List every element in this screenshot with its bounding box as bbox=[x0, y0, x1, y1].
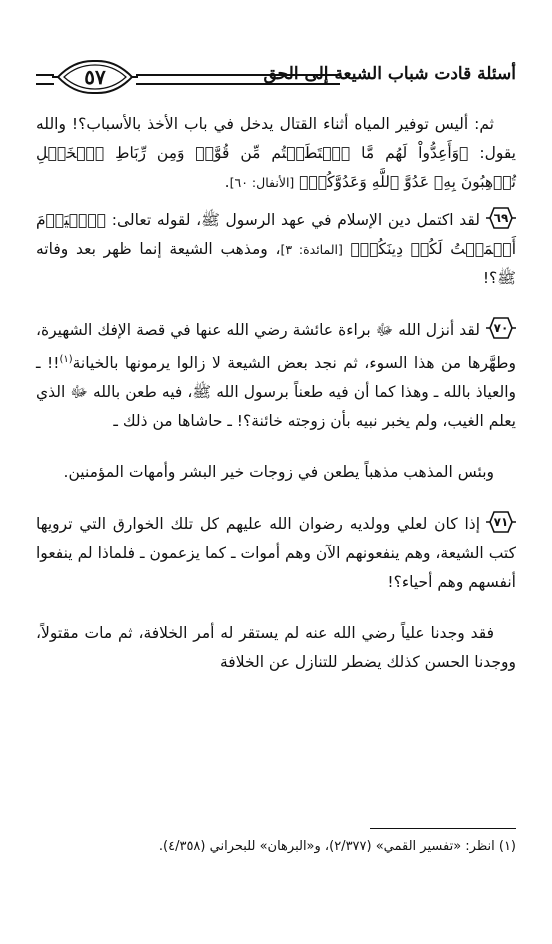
question-number: ٦٩ bbox=[493, 211, 509, 225]
paragraph-tail: . bbox=[224, 173, 230, 191]
page-header bbox=[36, 58, 516, 98]
page-number: ٥٧ bbox=[84, 65, 106, 89]
paragraph-text: لقد اكتمل دين الإسلام في عهد الرسول ﷺ، لقوله تعالى: bbox=[106, 211, 480, 229]
paragraph bbox=[36, 619, 516, 677]
paragraph-tail: !! ـ والعياذ بالله ـ وهذا كما أن فيه طعناً برسول الله ﷺ، فيه طعن بالله ﷻ الذي يعلم الغيب، ولم يخبر نبيه بأن زوجته خائنة؟! ـ حاشاها من ذلك ـ bbox=[36, 354, 516, 431]
numbered-question bbox=[36, 205, 516, 293]
paragraph-tail: ، ومذهب الشيعة إنما ظهر بعد وفاته ﷺ؟! bbox=[36, 240, 516, 287]
question-number: ٧١ bbox=[493, 515, 509, 530]
question-number-badge bbox=[486, 205, 516, 231]
quran-verse: ﴿وَأَعِدُّواْ لَهُم مَّا ٱسۡتَطَعۡتُم مِّن قُوَّةٖ وَمِن رِّبَاطِ ٱلۡخَيۡلِ تُرۡهِبُونَ بِهِۦ عَدُوَّ ٱللَّهِ وَعَدُوَّكُمۡ﴾ bbox=[36, 144, 516, 191]
paragraph-text: فقد وجدنا علياً رضي الله عنه لم يستقر له أمر الخلافة، ثم مات مقتولاً، ووجدنا الحسن كذلك يضطر للتنازل عن الخلافة bbox=[36, 624, 516, 672]
book-page bbox=[36, 44, 516, 924]
question-number: ٧٠ bbox=[493, 321, 509, 335]
quran-verse: ﴿ٱلۡيَوۡمَ أَكۡمَلۡتُ لَكُمۡ دِينَكُمۡ﴾ bbox=[36, 211, 516, 258]
header-rule bbox=[136, 74, 340, 85]
page-body bbox=[36, 110, 516, 685]
paragraph-text: إذا كان لعلي وولديه رضوان الله عليهم كل تلك الخوارق التي ترويها كتب الشيعة، وهم ينفعونهم الآن وهم أموات ـ كما يزعمون ـ فلماذا لم ينفعوا أنفسهم وهم أحياء؟! bbox=[36, 515, 516, 592]
paragraph bbox=[36, 110, 516, 197]
verse-reference: [الأنفال: ٦٠] bbox=[229, 175, 295, 190]
footnote: (١) انظر: «تفسير القمي» (٢/٣٧٧)، و«البرهان» للبحراني (٤/٣٥٨). bbox=[158, 839, 516, 854]
paragraph-text: لقد أنزل الله ﷻ براءة عائشة رضي الله عنها في قصة الإفك الشهيرة، وطهَّرها من هذا السوء، ثم نجد بعض الشيعة لا زالوا يرمونها بالخيانة bbox=[36, 321, 516, 373]
numbered-question bbox=[36, 315, 516, 436]
footnote-marker: (١) bbox=[59, 354, 73, 365]
numbered-question bbox=[36, 509, 516, 597]
paragraph-text: وبئس المذهب مذهباً يطعن في زوجات خير البشر وأمهات المؤمنين. bbox=[63, 463, 494, 482]
question-number-badge bbox=[486, 509, 516, 535]
running-title: أسئلة قادت شباب الشيعة إلى الحق bbox=[263, 64, 516, 84]
paragraph bbox=[36, 458, 516, 487]
paragraph-text: ثم: أليس توفير المياه أثناء القتال يدخل في باب الأخذ بالأسباب؟! والله يقول: bbox=[36, 115, 516, 162]
verse-reference: [المائدة: ٣] bbox=[280, 242, 343, 257]
question-number-badge bbox=[486, 315, 516, 341]
footnote-separator bbox=[370, 828, 516, 829]
